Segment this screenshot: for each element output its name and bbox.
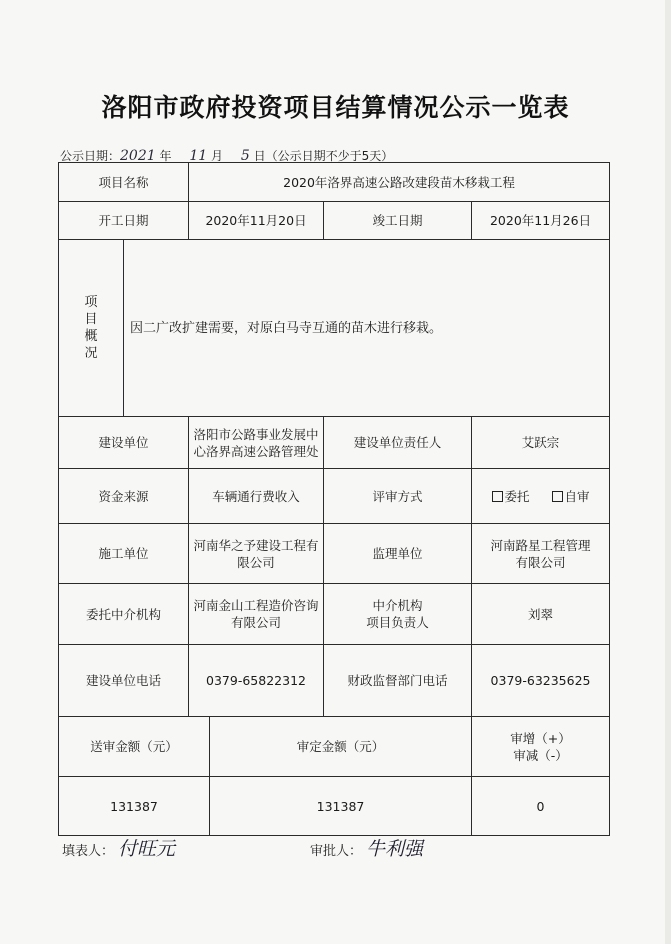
publish-year-handwritten: 2021 — [120, 148, 156, 164]
row-contractor — [59, 524, 610, 584]
review-label: 评审方式 — [324, 469, 472, 524]
agency-lead-label-line: 项目负责人 — [366, 615, 429, 630]
contractor-value-line: 河南华之予建设工程有 — [193, 537, 319, 553]
phone-value: 0379-65822312 — [189, 645, 324, 717]
review-option-entrust[interactable] — [492, 489, 530, 504]
builder-value-line: 洛阳市公路事业发展中 — [193, 426, 319, 442]
project-name-value: 2020年洛界高速公路改建段苗木移栽工程 — [189, 163, 610, 202]
builder-label: 建设单位 — [59, 417, 189, 469]
overview-label-char: 概 — [84, 329, 98, 344]
approved-amount-label: 审定金额（元） — [210, 717, 472, 777]
overview-text: 因二广改扩建需要，对原白马寺互通的苗木进行移栽。 — [124, 240, 610, 417]
approver-label: 审批人： — [310, 844, 363, 859]
supervisor-value-line: 有限公司 — [515, 554, 566, 570]
overview-label — [59, 240, 124, 417]
submitted-amount-value: 131387 — [59, 777, 210, 836]
builder-value — [189, 417, 324, 469]
overview-label-char: 况 — [84, 346, 98, 361]
approver-handwritten-signature: 牛利强 — [366, 838, 424, 860]
row-dates — [59, 202, 610, 240]
approved-amount-value: 131387 — [210, 777, 472, 836]
diff-amount-value: 0 — [472, 777, 610, 836]
agency-value — [189, 584, 324, 645]
review-option-label: 自审 — [564, 488, 590, 504]
supervisor-value — [472, 524, 610, 584]
publish-day-handwritten: 5 — [240, 148, 250, 164]
overview-label-char: 项 — [84, 295, 98, 310]
contractor-value-line: 限公司 — [237, 554, 275, 570]
row-project-name — [59, 163, 610, 202]
publish-date-note: （公示日期不少于5天） — [265, 149, 394, 163]
diff-label-line: 审减（-） — [513, 747, 568, 763]
filler-signature — [62, 834, 175, 861]
row-agency — [59, 584, 610, 645]
settlement-table — [58, 162, 610, 836]
publish-month-handwritten: 11 — [189, 148, 208, 164]
page-title: 洛阳市政府投资项目结算情况公示一览表 — [101, 93, 570, 122]
diff-amount-label — [472, 717, 610, 777]
fund-label: 资金来源 — [59, 469, 189, 524]
row-amount-headers — [59, 717, 610, 777]
phone-label: 建设单位电话 — [59, 645, 189, 717]
agency-lead-value: 刘翠 — [472, 584, 610, 645]
filler-label: 填表人： — [62, 844, 115, 859]
publish-year-unit: 年 — [159, 149, 172, 163]
overview-label-char: 目 — [84, 312, 98, 327]
agency-value-line: 河南金山工程造价咨询 — [193, 598, 319, 613]
end-date-value: 2020年11月26日 — [472, 202, 610, 240]
end-date-label: 竣工日期 — [324, 202, 472, 240]
builder-lead-label: 建设单位责任人 — [324, 417, 472, 469]
agency-lead-label — [324, 584, 472, 645]
finance-phone-value: 0379-63235625 — [472, 645, 610, 717]
approver-signature — [310, 834, 423, 861]
contractor-label: 施工单位 — [59, 524, 189, 584]
contractor-value — [189, 524, 324, 584]
row-amount-values — [59, 777, 610, 836]
review-option-self[interactable] — [552, 489, 590, 504]
publish-day-unit: 日 — [253, 149, 266, 163]
row-fund — [59, 469, 610, 524]
review-option-label: 委托 — [504, 488, 530, 504]
supervisor-value-line: 河南路星工程管理 — [490, 537, 591, 553]
page-edge — [665, 0, 671, 944]
checkbox-icon[interactable] — [492, 491, 503, 502]
builder-value-line: 心洛界高速公路管理处 — [193, 443, 319, 459]
diff-label-line: 审增（+） — [510, 730, 571, 746]
builder-lead-value: 艾跃宗 — [472, 417, 610, 469]
finance-phone-label: 财政监督部门电话 — [324, 645, 472, 717]
agency-value-line: 有限公司 — [231, 615, 282, 630]
review-options — [472, 469, 610, 524]
checkbox-icon[interactable] — [552, 491, 563, 502]
project-name-label: 项目名称 — [59, 163, 189, 202]
submitted-amount-label: 送审金额（元） — [59, 717, 210, 777]
start-date-value: 2020年11月20日 — [189, 202, 324, 240]
row-overview — [59, 240, 610, 417]
publish-month-unit: 月 — [210, 149, 223, 163]
supervisor-label: 监理单位 — [324, 524, 472, 584]
publish-date-label: 公示日期： — [60, 149, 121, 163]
agency-lead-label-line: 中介机构 — [372, 598, 423, 613]
fund-value: 车辆通行费收入 — [189, 469, 324, 524]
start-date-label: 开工日期 — [59, 202, 189, 240]
row-builder — [59, 417, 610, 469]
row-phones — [59, 645, 610, 717]
agency-label: 委托中介机构 — [59, 584, 189, 645]
filler-handwritten-signature: 付旺元 — [118, 838, 176, 860]
